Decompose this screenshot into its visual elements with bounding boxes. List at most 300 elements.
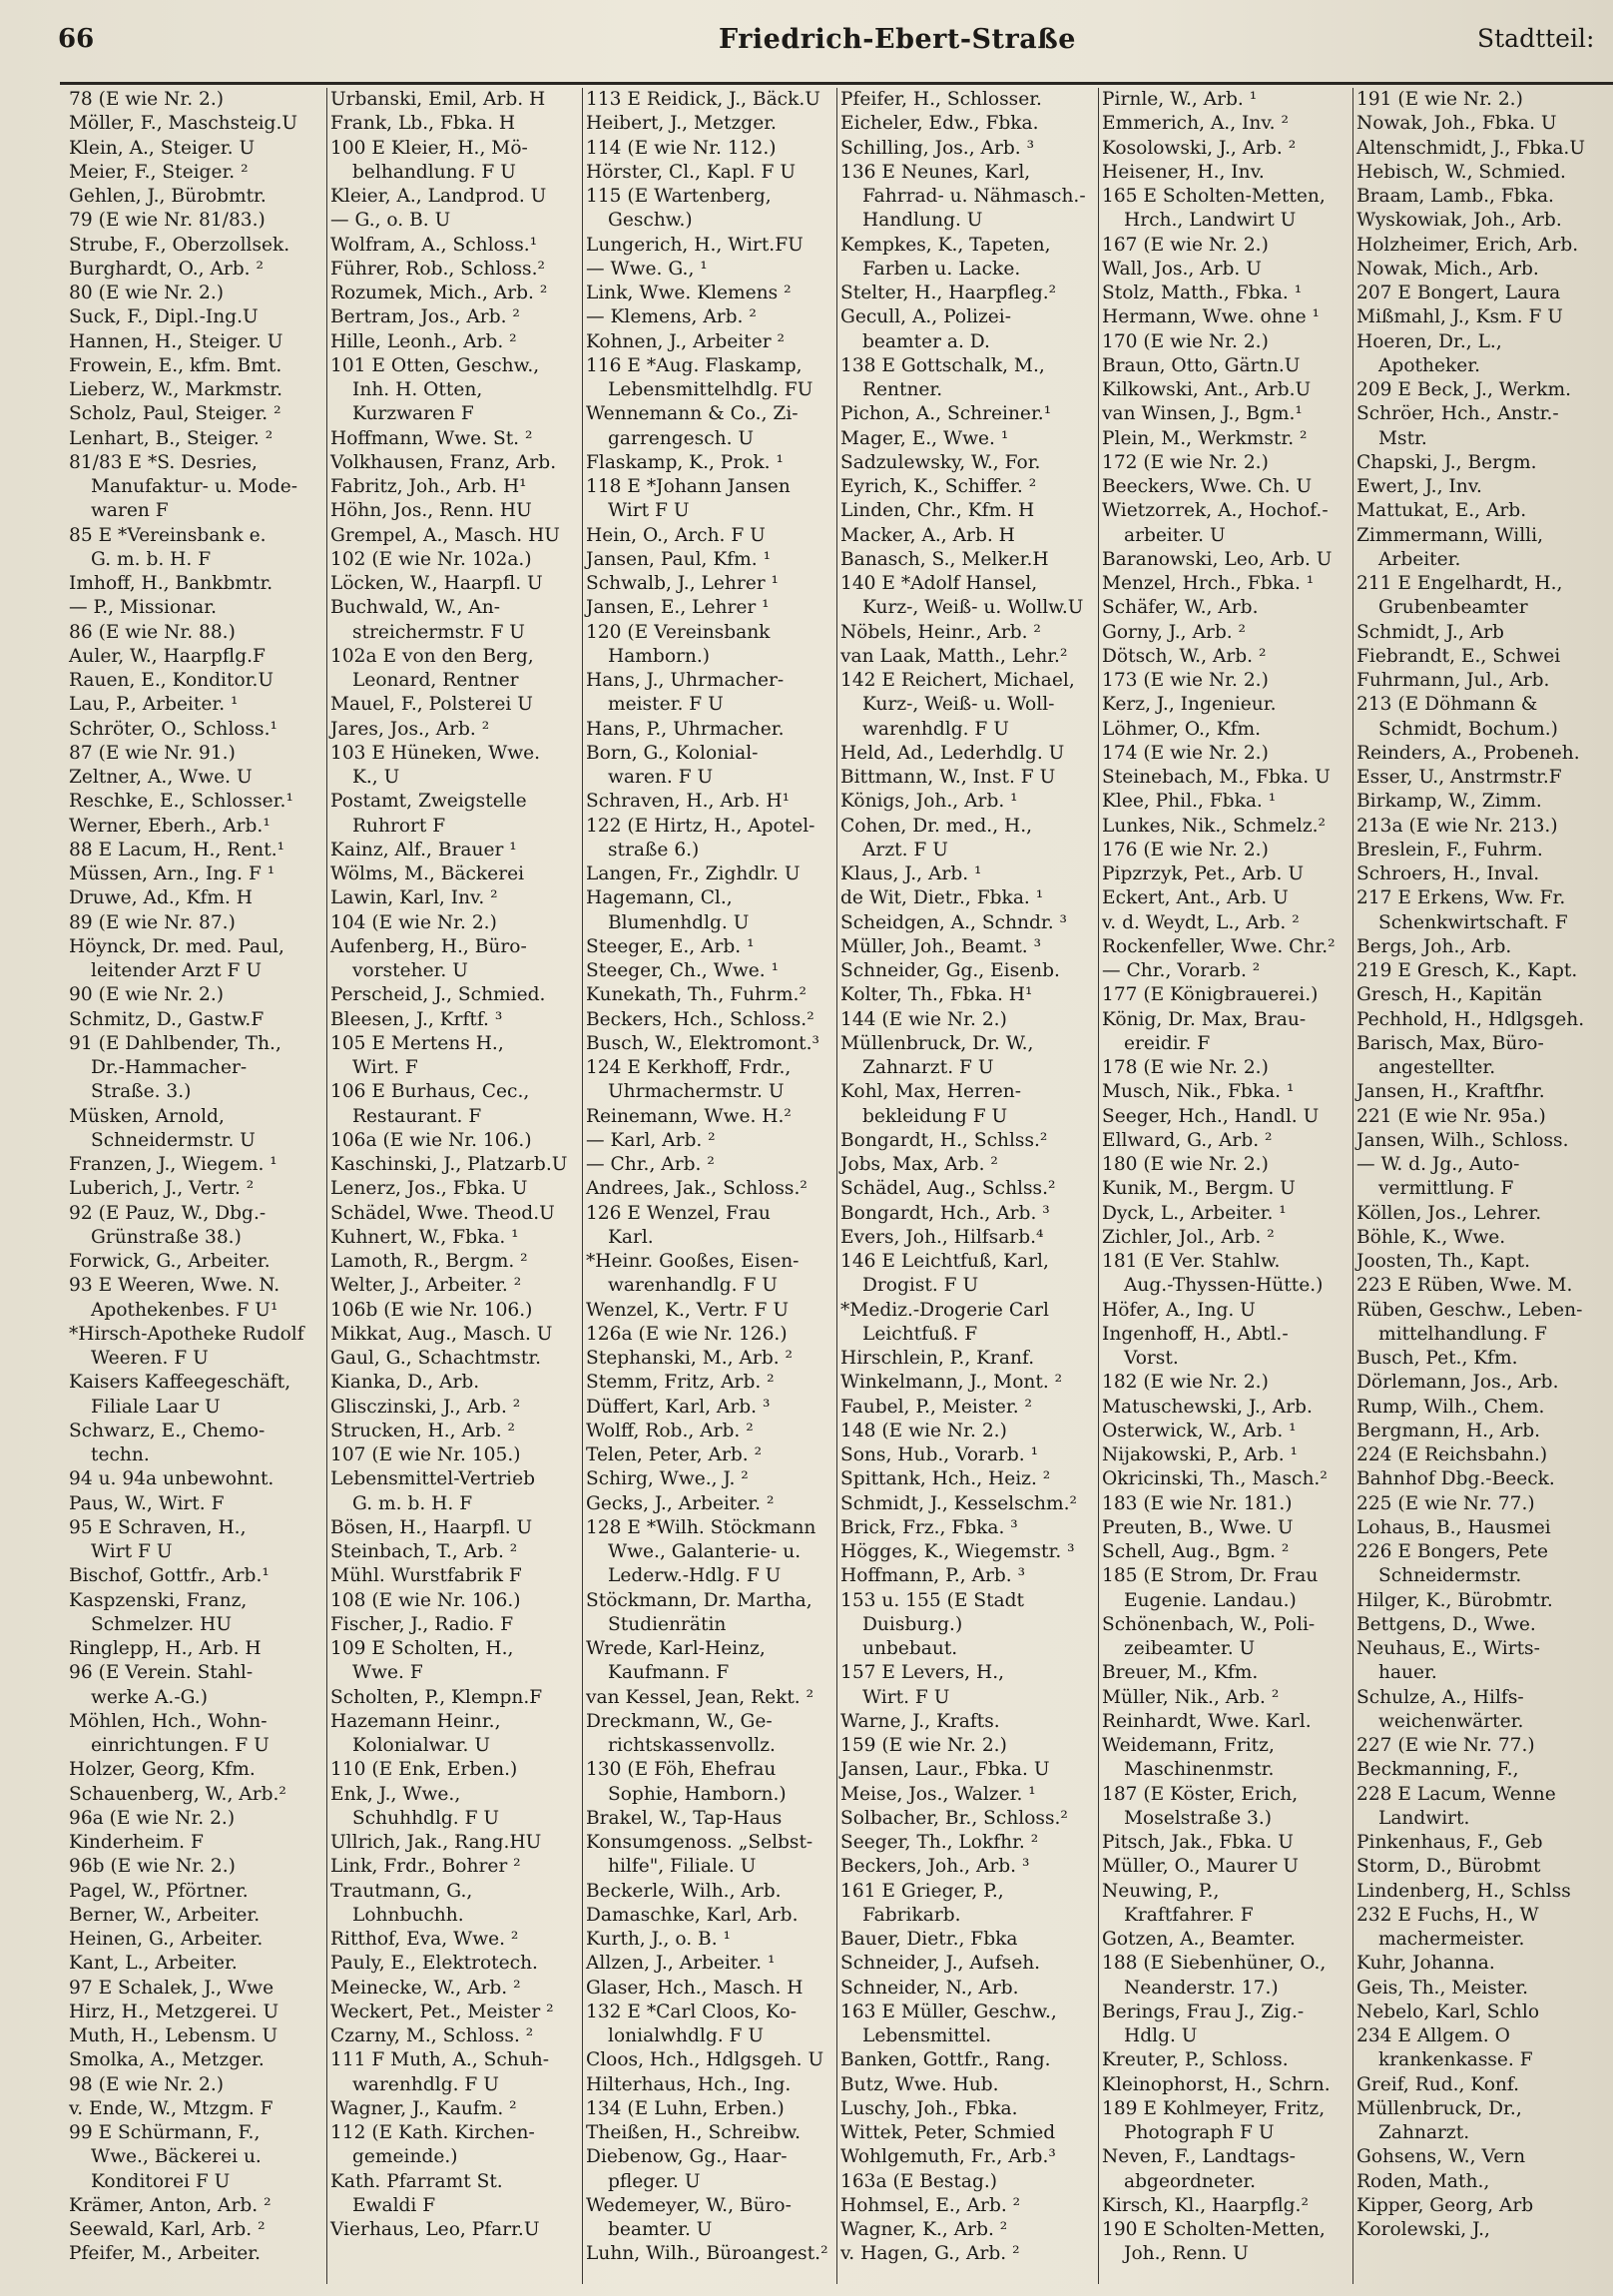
directory-entry: Schauenberg, W., Arb.² <box>69 1783 286 1805</box>
directory-entry: mittelhandlung. F <box>1378 1323 1547 1345</box>
directory-entry: Jares, Jos., Arb. ² <box>330 718 490 740</box>
directory-entry: 138 E Gottschalk, M., <box>840 354 1045 376</box>
directory-entry: Kolter, Th., Fbka. H¹ <box>840 984 1033 1006</box>
directory-entry: 221 (E wie Nr. 95a.) <box>1356 1105 1546 1127</box>
directory-entry: Kohnen, J., Arbeiter ² <box>586 330 785 352</box>
directory-entry: Hilger, K., Bürobmtr. <box>1356 1589 1553 1611</box>
directory-entry: Schenkwirtschaft. F <box>1378 911 1568 933</box>
directory-entry: 217 E Erkens, Ww. Fr. <box>1356 887 1566 909</box>
directory-entry: ereidir. F <box>1124 1032 1211 1054</box>
column-3 <box>582 88 837 2284</box>
directory-entry: Vierhaus, Leo, Pfarr.U <box>330 2219 540 2240</box>
directory-entry: Apothekenbes. F U¹ <box>91 1299 278 1321</box>
directory-entry: Wenzel, K., Vertr. F U <box>586 1299 789 1321</box>
directory-entry: Hans, P., Uhrmacher. <box>586 718 785 740</box>
directory-entry: Höhn, Jos., Renn. HU <box>330 500 532 522</box>
directory-entry: Postamt, Zweigstelle <box>330 791 527 813</box>
directory-entry: Manufaktur- u. Mode- <box>91 476 298 497</box>
directory-entry: *Mediz.-Drogerie Carl <box>840 1299 1049 1321</box>
directory-entry: Eyrich, K., Schiffer. ² <box>840 476 1037 497</box>
directory-entry: Konditorei F U <box>91 2170 231 2192</box>
directory-entry: warenhandlg. F U <box>608 1275 778 1297</box>
directory-entry: Butz, Wwe. Hub. <box>840 2073 999 2095</box>
directory-entry: belhandlung. F U <box>352 161 516 183</box>
directory-entry: Storm, D., Bürobmt <box>1356 1856 1541 1878</box>
directory-entry: Nebelo, Karl, Schlo <box>1356 2001 1540 2022</box>
directory-entry: Lamoth, R., Bergm. ² <box>330 1251 528 1272</box>
directory-entry: Wolff, Rob., Arb. ² <box>586 1420 754 1441</box>
directory-entry: 100 E Kleier, H., Mö- <box>330 137 528 159</box>
directory-entry: Kirsch, Kl., Haarpflg.² <box>1102 2194 1309 2216</box>
directory-entry: Theißen, H., Schreibw. <box>586 2122 801 2143</box>
directory-entry: Osterwick, W., Arb. ¹ <box>1102 1420 1297 1441</box>
directory-entry: Seewald, Karl, Arb. ² <box>69 2219 266 2240</box>
directory-entry: Evers, Joh., Hilfsarb.⁴ <box>840 1226 1044 1248</box>
directory-entry: Mißmahl, J., Ksm. F U <box>1356 306 1563 328</box>
directory-entry: Rentner. <box>862 379 943 400</box>
directory-entry: Werner, Eberh., Arb.¹ <box>69 815 270 837</box>
directory-entry: Schäfer, W., Arb. <box>1102 597 1259 619</box>
directory-entry: 108 (E wie Nr. 106.) <box>330 1589 521 1611</box>
directory-entry: Schell, Aug., Bgm. ² <box>1102 1541 1290 1562</box>
directory-entry: Berings, Frau J., Zig.- <box>1102 2001 1305 2022</box>
directory-entry: Löcken, W., Haarpfl. U <box>330 573 543 594</box>
directory-entry: 174 (E wie Nr. 2.) <box>1102 742 1269 764</box>
directory-entry: gemeinde.) <box>352 2146 458 2168</box>
directory-entry: 96a (E wie Nr. 2.) <box>69 1807 236 1829</box>
directory-entry: Geschw.) <box>608 210 693 232</box>
directory-entry: 88 E Lacum, H., Rent.¹ <box>69 839 285 861</box>
directory-entry: Wennemann & Co., Zi- <box>586 403 799 425</box>
directory-entry: Kreuter, P., Schloss. <box>1102 2049 1289 2071</box>
directory-entry: Wagner, K., Arb. ² <box>840 2219 1008 2240</box>
directory-entry: Schädel, Aug., Schlss.² <box>840 1178 1056 1200</box>
directory-entry: Brick, Frz., Fbka. ³ <box>840 1516 1018 1538</box>
directory-entry: Greif, Rud., Konf. <box>1356 2073 1520 2095</box>
directory-entry: Neuwing, P., <box>1102 1880 1220 1902</box>
directory-entry: Fabrikarb. <box>862 1904 961 1926</box>
directory-entry: Kuhr, Johanna. <box>1356 1953 1495 1975</box>
directory-entry: Ringlepp, H., Arb. H <box>69 1638 262 1659</box>
directory-entry: Dyck, L., Arbeiter. ¹ <box>1102 1202 1287 1224</box>
directory-entry: straße 6.) <box>608 839 700 861</box>
directory-entry: Höfer, A., Ing. U <box>1102 1299 1256 1321</box>
directory-entry: Stolz, Matth., Fbka. ¹ <box>1102 283 1303 303</box>
directory-entry: Hans, J., Uhrmacher- <box>586 670 785 691</box>
directory-entry: Altenschmidt, J., Fbka.U <box>1356 137 1586 159</box>
directory-entry: Scholz, Paul, Steiger. ² <box>69 403 281 425</box>
directory-entry: Matuschewski, J., Arb. <box>1102 1396 1313 1418</box>
directory-entry: 98 (E wie Nr. 2.) <box>69 2073 225 2095</box>
directory-entry: Suck, F., Dipl.-Ing.U <box>69 306 259 328</box>
directory-entry: Lindenberg, H., Schlss <box>1356 1880 1571 1902</box>
directory-entry: Uhrmachermstr. U <box>608 1081 785 1103</box>
directory-entry: Kraftfahrer. F <box>1124 1904 1254 1926</box>
directory-entry: 106a (E wie Nr. 106.) <box>330 1129 532 1151</box>
directory-entry: Hebisch, W., Schmied. <box>1356 161 1566 183</box>
directory-entry: 142 E Reichert, Michael, <box>840 670 1075 691</box>
directory-entry: 146 E Leichtfuß, Karl, <box>840 1251 1049 1272</box>
directory-entry: 107 (E wie Nr. 105.) <box>330 1444 521 1465</box>
directory-entry: Pagel, W., Pförtner. <box>69 1880 249 1902</box>
directory-entry: Högges, K., Wiegemstr. ³ <box>840 1541 1075 1562</box>
directory-entry: Kurz-, Weiß- u. Woll- <box>862 694 1055 716</box>
directory-entry: 148 (E wie Nr. 2.) <box>840 1420 1007 1441</box>
directory-entry: Pinkenhaus, F., Geb <box>1356 1832 1543 1853</box>
directory-entry: Glaser, Hch., Masch. H <box>586 1977 804 1999</box>
directory-entry: Langen, Fr., Zighdlr. U <box>586 863 801 884</box>
directory-entry: Bettgens, D., Wwe. <box>1356 1613 1536 1635</box>
directory-entry: Lohaus, B., Hausmei <box>1356 1516 1551 1538</box>
directory-entry: Beckers, Hch., Schloss.² <box>586 1008 814 1030</box>
directory-entry: Hagemann, Cl., <box>586 887 733 909</box>
directory-entry: Wietzorrek, A., Hochof.- <box>1102 500 1329 522</box>
directory-entry: Wirt F U <box>91 1541 173 1562</box>
directory-entry: 167 (E wie Nr. 2.) <box>1102 234 1269 256</box>
directory-entry: Schmelzer. HU <box>91 1613 233 1635</box>
directory-entry: Andrees, Jak., Schloss.² <box>586 1178 807 1200</box>
directory-entry: Wirt F U <box>608 500 690 522</box>
directory-entry: Mauel, F., Polsterei U <box>330 694 533 716</box>
directory-entry: 227 (E wie Nr. 77.) <box>1356 1735 1535 1756</box>
directory-entry: 99 E Schürmann, F., <box>69 2122 261 2143</box>
directory-entry: Banken, Gottfr., Rang. <box>840 2049 1051 2071</box>
directory-entry: 87 (E wie Nr. 91.) <box>69 742 236 764</box>
directory-entry: Gehlen, J., Bürobmtr. <box>69 186 267 207</box>
directory-entry: Steeger, E., Arb. ¹ <box>586 935 755 957</box>
directory-entry: v. Ende, W., Mtzgm. F <box>69 2097 273 2119</box>
directory-entry: Luhn, Wilh., Büroangest.² <box>586 2243 828 2265</box>
directory-entry: 96b (E wie Nr. 2.) <box>69 1856 236 1878</box>
directory-entry: 219 E Gresch, K., Kapt. <box>1356 960 1578 981</box>
directory-entry: 187 (E Köster, Erich, <box>1102 1783 1299 1805</box>
directory-entry: 172 (E wie Nr. 2.) <box>1102 451 1269 473</box>
directory-entry: Wirt. F U <box>862 1686 950 1708</box>
directory-entry: Fuhrmann, Jul., Arb. <box>1356 670 1550 691</box>
directory-entry: Zahnarzt. <box>1378 2122 1470 2143</box>
directory-entry: Bergs, Joh., Arb. <box>1356 935 1512 957</box>
directory-entry: Preuten, B., Wwe. U <box>1102 1516 1294 1538</box>
directory-entry: Hazemann Heinr., <box>330 1710 501 1732</box>
directory-entry: Möller, F., Maschsteig.U <box>69 113 298 135</box>
directory-entry: Holzheimer, Erich, Arb. <box>1356 234 1579 256</box>
directory-entry: Maschinenmstr. <box>1124 1759 1275 1781</box>
directory-entry: Hille, Leonh., Arb. ² <box>330 330 517 352</box>
directory-entry: Lebensmittel. <box>862 2025 992 2046</box>
directory-entry: Enk, J., Wwe., <box>330 1783 461 1805</box>
directory-entry: Schmitz, D., Gastw.F <box>69 1008 265 1030</box>
directory-entry: Reinders, A., Probeneh. <box>1356 742 1580 764</box>
directory-entry: 225 (E wie Nr. 77.) <box>1356 1492 1535 1514</box>
directory-entry: Moselstraße 3.) <box>1124 1807 1273 1829</box>
directory-entry: streichermstr. F U <box>352 621 525 643</box>
directory-entry: Muth, H., Lebensm. U <box>69 2025 278 2046</box>
directory-entry: Hohmsel, E., Arb. ² <box>840 2194 1021 2216</box>
directory-entry: Winkelmann, J., Mont. ² <box>840 1372 1063 1394</box>
directory-entry: Gotzen, A., Beamter. <box>1102 1929 1296 1950</box>
directory-entry: Schuhhdlg. F U <box>352 1807 500 1829</box>
column-5 <box>1098 88 1353 2284</box>
directory-entry: 106b (E wie Nr. 106.) <box>330 1299 533 1321</box>
directory-entry: krankenkasse. F <box>1378 2049 1533 2071</box>
directory-entry: Bleesen, J., Krftf. ³ <box>330 1008 503 1030</box>
directory-entry: Geis, Th., Meister. <box>1356 1977 1529 1999</box>
directory-entry: 90 (E wie Nr. 2.) <box>69 984 225 1006</box>
directory-entry: Kaufmann. F <box>608 1662 730 1684</box>
directory-entry: Krämer, Anton, Arb. ² <box>69 2194 271 2216</box>
directory-entry: Luberich, J., Vertr. ² <box>69 1178 255 1200</box>
directory-entry: Braun, Otto, Gärtn.U <box>1102 354 1301 376</box>
directory-entry: — Wwe. G., ¹ <box>586 258 708 280</box>
directory-entry: 128 E *Wilh. Stöckmann <box>586 1516 816 1538</box>
directory-entry: Sadzulewsky, W., For. <box>840 451 1041 473</box>
directory-entry: Aug.-Thyssen-Hütte.) <box>1124 1275 1324 1297</box>
directory-entry: Schneider, J., Aufseh. <box>840 1953 1041 1975</box>
directory-entry: Wölms, M., Bäckerei <box>330 863 525 884</box>
directory-entry: Ingenhoff, H., Abtl.- <box>1102 1323 1289 1345</box>
directory-entry: 124 E Kerkhoff, Frdr., <box>586 1057 792 1078</box>
directory-entry: Wittek, Peter, Schmied <box>840 2122 1056 2143</box>
directory-entry: Kunik, M., Bergm. U <box>1102 1178 1296 1200</box>
directory-entry: Hirz, H., Metzgerei. U <box>69 2001 279 2022</box>
directory-entry: Held, Ad., Lederhdlg. U <box>840 742 1065 764</box>
directory-entry: Böhle, K., Wwe. <box>1356 1226 1506 1248</box>
directory-entry: Link, Wwe. Klemens ² <box>586 283 792 303</box>
directory-entry: 114 (E wie Nr. 112.) <box>586 137 777 159</box>
directory-entry: Zichler, Jol., Arb. ² <box>1102 1226 1275 1248</box>
directory-entry: Eckert, Ant., Arb. U <box>1102 887 1289 909</box>
directory-entry: Wolfram, A., Schloss.¹ <box>330 234 538 256</box>
directory-entry: van Winsen, J., Bgm.¹ <box>1102 403 1303 425</box>
directory-entry: Lebensmittelhdlg. FU <box>608 379 813 400</box>
directory-entry: arbeiter. U <box>1124 524 1226 546</box>
directory-entry: Beckers, Joh., Arb. ³ <box>840 1856 1030 1878</box>
column-6 <box>1352 88 1613 2284</box>
directory-entry: Möhlen, Hch., Wohn- <box>69 1710 268 1732</box>
directory-entry: Karl. <box>608 1226 654 1248</box>
directory-entry: Mühl. Wurstfabrik F <box>330 1565 522 1587</box>
directory-entry: Wirt. F <box>352 1057 418 1078</box>
directory-entry: Fiebrandt, E., Schwei <box>1356 645 1561 667</box>
directory-entry: Fabritz, Joh., Arb. H¹ <box>330 476 527 497</box>
directory-entry: Breslein, F., Fuhrm. <box>1356 839 1543 861</box>
directory-entry: Jansen, Laur., Fbka. U <box>840 1759 1050 1781</box>
directory-entry: van Laak, Matth., Lehr.² <box>840 645 1068 667</box>
directory-entry: Druwe, Ad., Kfm. H <box>69 887 254 909</box>
directory-entry: Kuhnert, W., Fbka. ¹ <box>330 1226 519 1248</box>
directory-entry: Nijakowski, P., Arb. ¹ <box>1102 1444 1298 1465</box>
directory-entry: — P., Missionar. <box>69 597 218 619</box>
directory-entry: Joh., Renn. U <box>1124 2243 1249 2265</box>
directory-entry: Chapski, J., Bergm. <box>1356 451 1537 473</box>
directory-entry: Dreckmann, W., Ge- <box>586 1710 773 1732</box>
directory-entry: Neuhaus, E., Wirts- <box>1356 1638 1540 1659</box>
directory-entry: Schröer, Hch., Anstr.- <box>1356 403 1559 425</box>
directory-entry: Hirschlein, P., Kranf. <box>840 1348 1035 1369</box>
directory-entry: Scheidgen, A., Schndr. ³ <box>840 911 1067 933</box>
directory-entry: Ewaldi F <box>352 2194 436 2216</box>
directory-entry: Löhmer, O., Kfm. <box>1102 718 1262 740</box>
directory-entry: Auler, W., Haarpflg.F <box>69 645 266 667</box>
directory-entry: lonialwhdlg. F U <box>608 2025 765 2046</box>
directory-entry: Ellward, G., Arb. ² <box>1102 1129 1273 1151</box>
directory-entry: Pauly, E., Elektrotech. <box>330 1953 538 1975</box>
directory-entry: Grubenbeamter <box>1378 597 1528 619</box>
directory-entry: Mager, E., Wwe. ¹ <box>840 427 1009 449</box>
directory-entry: Studienrätin <box>608 1613 727 1635</box>
directory-entry: G. m. b. H. F <box>352 1492 473 1514</box>
directory-entry: Restaurant. F <box>352 1105 482 1127</box>
directory-entry: Seeger, Th., Lokfhr. ² <box>840 1832 1039 1853</box>
directory-entry: 178 (E wie Nr. 2.) <box>1102 1057 1269 1078</box>
directory-entry: Steinebach, M., Fbka. U <box>1102 767 1331 788</box>
directory-entry: — Chr., Arb. ² <box>586 1154 715 1175</box>
directory-entry: Kianka, D., Arb. <box>330 1372 480 1394</box>
directory-entry: König, Dr. Max, Brau- <box>1102 1008 1307 1030</box>
directory-entry: Lunkes, Nik., Schmelz.² <box>1102 815 1327 837</box>
directory-entry: 110 (E Enk, Erben.) <box>330 1759 518 1781</box>
directory-entry: 104 (E wie Nr. 2.) <box>330 911 497 933</box>
directory-entry: Holzer, Georg, Kfm. <box>69 1759 256 1781</box>
directory-entry: Gohsens, W., Vern <box>1356 2146 1526 2168</box>
directory-entry: 165 E Scholten-Metten, <box>1102 186 1326 207</box>
directory-entry: 176 (E wie Nr. 2.) <box>1102 839 1269 861</box>
directory-entry: Wyskowiak, Joh., Arb. <box>1356 210 1562 232</box>
directory-entry: unbebaut. <box>862 1638 958 1659</box>
directory-entry: 86 (E wie Nr. 88.) <box>69 621 236 643</box>
directory-entry: 213 (E Döhmann & <box>1356 694 1538 716</box>
directory-entry: 213a (E wie Nr. 213.) <box>1356 815 1558 837</box>
directory-entry: Eicheler, Edw., Fbka. <box>840 113 1039 135</box>
directory-entry: Berner, W., Arbeiter. <box>69 1904 261 1926</box>
directory-entry: Kurz-, Weiß- u. Wollw.U <box>862 597 1084 619</box>
directory-entry: Roden, Math., <box>1356 2170 1490 2192</box>
directory-entry: Kempkes, K., Tapeten, <box>840 234 1051 256</box>
directory-entry: werke A.-G.) <box>91 1686 208 1708</box>
directory-entry: Wohlgemuth, Fr., Arb.³ <box>840 2146 1056 2168</box>
directory-entry: Grempel, A., Masch. HU <box>330 524 560 546</box>
directory-entry: Bertram, Jos., Arb. ² <box>330 306 520 328</box>
directory-entry: Kaisers Kaffeegeschäft, <box>69 1372 291 1394</box>
directory-entry: Schirg, Wwe., J. ² <box>586 1468 749 1490</box>
directory-entry: Wwe. F <box>352 1662 423 1684</box>
directory-entry: 79 (E wie Nr. 81/83.) <box>69 210 266 232</box>
directory-entry: Hoffmann, Wwe. St. ² <box>330 427 533 449</box>
directory-entry: Reschke, E., Schlosser.¹ <box>69 791 293 813</box>
directory-entry: Müller, Joh., Beamt. ³ <box>840 935 1042 957</box>
directory-entry: Hermann, Wwe. ohne ¹ <box>1102 306 1320 328</box>
directory-entry: 105 E Mertens H., <box>330 1032 504 1054</box>
directory-entry: Kleier, A., Landprod. U <box>330 186 547 207</box>
directory-entry: Ullrich, Jak., Rang.HU <box>330 1832 542 1853</box>
directory-entry: 211 E Engelhardt, H., <box>1356 573 1563 594</box>
directory-entry: Rüben, Geschw., Leben- <box>1356 1299 1583 1321</box>
directory-entry: v. Hagen, G., Arb. ² <box>840 2243 1020 2265</box>
directory-entry: Zahnarzt. F U <box>862 1057 994 1078</box>
directory-entry: 157 E Levers, H., <box>840 1662 1005 1684</box>
directory-entry: Busch, W., Elektromont.³ <box>586 1032 819 1054</box>
directory-entry: Cloos, Hch., Hdlgsgeh. U <box>586 2049 824 2071</box>
directory-entry: Kolonialwar. U <box>352 1735 491 1756</box>
directory-entry: Heibert, J., Metzger. <box>586 113 777 135</box>
directory-entry: Apotheker. <box>1378 354 1481 376</box>
directory-entry: 112 (E Kath. Kirchen- <box>330 2122 535 2143</box>
directory-entry: Kurth, J., o. B. ¹ <box>586 1929 731 1950</box>
directory-entry: Lohnbuchh. <box>352 1904 464 1926</box>
directory-entry: Strube, F., Oberzollsek. <box>69 234 290 256</box>
directory-entry: Birkamp, W., Zimm. <box>1356 791 1542 813</box>
directory-entry: machermeister. <box>1378 1929 1525 1950</box>
directory-entry: Perscheid, J., Schmied. <box>330 984 546 1006</box>
directory-entry: Forwick, G., Arbeiter. <box>69 1251 270 1272</box>
directory-entry: 130 (E Föh, Ehefrau <box>586 1759 777 1781</box>
directory-entry: Kilkowski, Ant., Arb.U <box>1102 379 1312 400</box>
directory-entry: Bischof, Gottfr., Arb.¹ <box>69 1565 269 1587</box>
directory-entry: Born, G., Kolonial- <box>586 742 759 764</box>
directory-entry: Czarny, M., Schloss. ² <box>330 2025 534 2046</box>
directory-entry: Jansen, Paul, Kfm. ¹ <box>586 548 772 570</box>
directory-entry: abgeordneter. <box>1124 2170 1257 2192</box>
page-number: 66 <box>58 24 95 54</box>
directory-entry: Paus, W., Wirt. F <box>69 1492 225 1514</box>
directory-entry: Duisburg.) <box>862 1613 963 1635</box>
directory-entry: Reinhardt, Wwe. Karl. <box>1102 1710 1312 1732</box>
directory-entry: Jansen, Wilh., Schloss. <box>1356 1129 1569 1151</box>
directory-entry: Müssen, Arn., Ing. F ¹ <box>69 863 275 884</box>
directory-entry: vorsteher. U <box>352 960 468 981</box>
directory-entry: 97 E Schalek, J., Wwe <box>69 1977 274 1999</box>
directory-entry: Wall, Jos., Arb. U <box>1102 258 1262 280</box>
directory-entry: Gaul, G., Schachtmstr. <box>330 1348 542 1369</box>
directory-entry: Zeltner, A., Wwe. U <box>69 767 253 788</box>
directory-entry: van Kessel, Jean, Rekt. ² <box>586 1686 814 1708</box>
directory-entry: Zimmermann, Willi, <box>1356 524 1543 546</box>
directory-entry: Arzt. F U <box>862 839 948 861</box>
directory-entry: 191 (E wie Nr. 2.) <box>1356 89 1523 110</box>
street-heading: Friedrich-Ebert-Straße <box>719 24 1076 55</box>
directory-entry: Trautmann, G., <box>330 1880 473 1902</box>
directory-entry: Lebensmittel-Vertrieb <box>330 1468 536 1490</box>
district-label: Stadtteil: <box>1477 24 1595 53</box>
directory-entry: Wwe., Bäckerei u. <box>91 2146 262 2168</box>
directory-entry: Kaschinski, J., Platzarb.U <box>330 1154 568 1175</box>
directory-entry: Kath. Pfarramt St. <box>330 2170 503 2192</box>
directory-entry: Neanderstr. 17.) <box>1124 1977 1279 1999</box>
column-4 <box>836 88 1099 2284</box>
directory-entry: Wedemeyer, W., Büro- <box>586 2194 792 2216</box>
directory-entry: 144 (E wie Nr. 2.) <box>840 1008 1007 1030</box>
directory-entry: Bongardt, H., Schlss.² <box>840 1129 1048 1151</box>
directory-entry: Köllen, Jos., Lehrer. <box>1356 1202 1542 1224</box>
directory-entry: 118 E *Johann Jansen <box>586 476 791 497</box>
directory-entry: Klein, A., Steiger. U <box>69 137 256 159</box>
directory-entry: 228 E Lacum, Wenne <box>1356 1783 1556 1805</box>
directory-entry: 180 (E wie Nr. 2.) <box>1102 1154 1269 1175</box>
directory-entry: Stelter, H., Haarpfleg.² <box>840 283 1057 303</box>
directory-entry: Lederw.-Hdlg. F U <box>608 1565 782 1587</box>
directory-entry: Neven, F., Landtags- <box>1102 2146 1296 2168</box>
directory-entry: Warne, J., Krafts. <box>840 1710 1000 1732</box>
directory-entry: Pechhold, H., Hdlgsgeh. <box>1356 1008 1585 1030</box>
directory-entry: 232 E Fuchs, H., W <box>1356 1904 1539 1926</box>
directory-entry: Reinemann, Wwe. H.² <box>586 1105 792 1127</box>
directory-entry: Ritthof, Eva, Wwe. ² <box>330 1929 519 1950</box>
directory-entry: waren F <box>91 500 169 522</box>
directory-entry: Bösen, H., Haarpfl. U <box>330 1516 533 1538</box>
directory-entry: 116 E *Aug. Flaskamp, <box>586 354 803 376</box>
directory-entry: 89 (E wie Nr. 87.) <box>69 911 236 933</box>
directory-entry: 132 E *Carl Cloos, Ko- <box>586 2001 798 2022</box>
